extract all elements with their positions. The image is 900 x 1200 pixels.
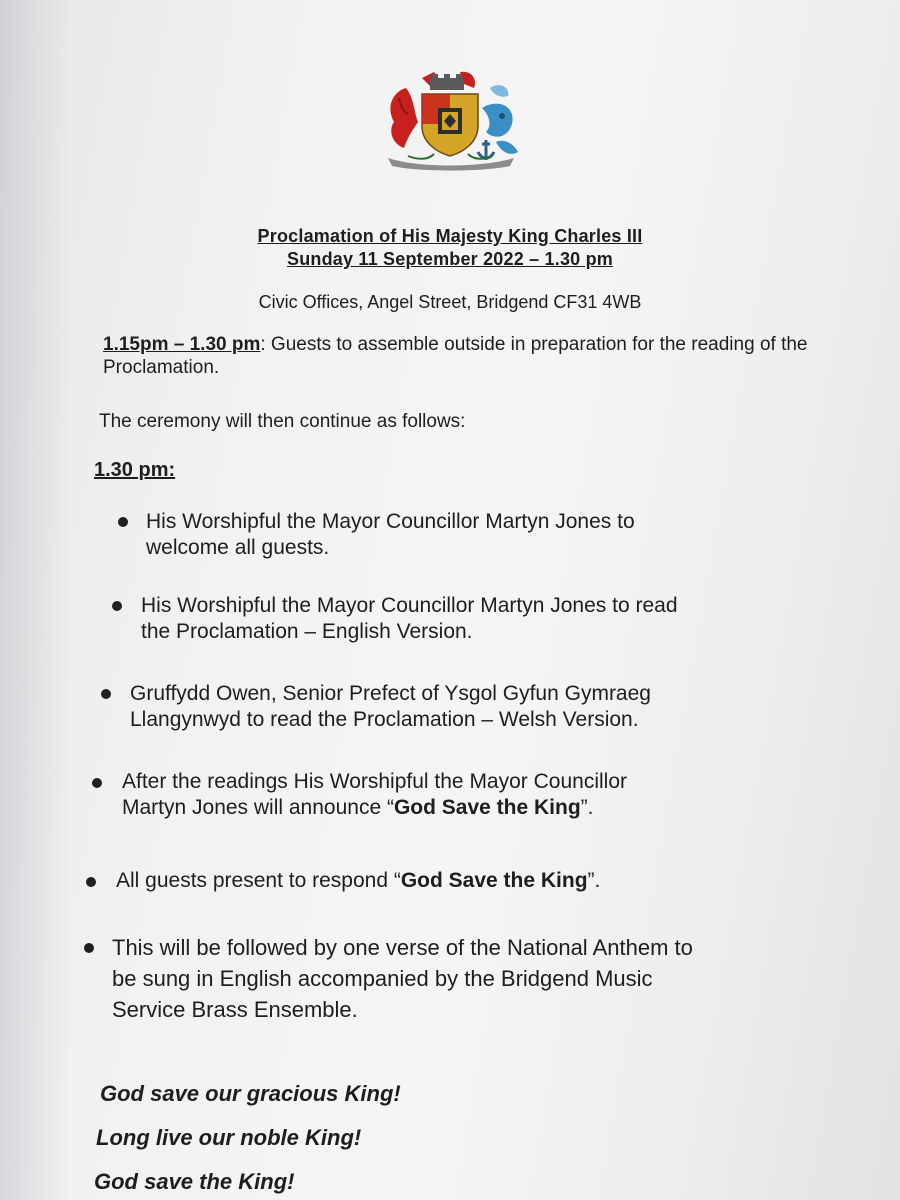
list-item-line: His Worshipful the Mayor Councillor Martyn Jones to read xyxy=(141,594,678,617)
god-save-the-king-phrase: God Save the King xyxy=(393,796,581,819)
anthem-line: Long live our noble King! xyxy=(96,1125,362,1150)
bridgend-coat-of-arms-logo xyxy=(378,68,523,173)
list-item-line: His Worshipful the Mayor Councillor Martyn Jones to xyxy=(146,510,635,533)
list-item-text: Martyn Jones will announce “ xyxy=(122,796,394,819)
list-item-text: All guests present to respond “ xyxy=(116,869,401,892)
proclamation-title: Proclamation of His Majesty King Charles III xyxy=(257,226,643,246)
anthem-line: God save the King! xyxy=(94,1169,295,1194)
god-save-the-king-phrase: God Save the King xyxy=(400,869,588,892)
list-item-text: ”. xyxy=(580,796,594,819)
list-item xyxy=(122,769,852,821)
list-item-line: be sung in English accompanied by the Bridgend Music xyxy=(112,966,653,991)
list-item-line: After the readings His Worshipful the Mayor Councillor xyxy=(122,770,627,793)
list-item-line: This will be followed by one verse of the National Anthem to xyxy=(112,935,693,960)
bullet-dot xyxy=(112,601,122,611)
list-item-line: Service Brass Ensemble. xyxy=(112,997,358,1022)
list-item-text: ”. xyxy=(587,869,601,892)
bullet-dot xyxy=(92,778,102,788)
list-item xyxy=(141,593,851,645)
list-item xyxy=(112,932,872,1025)
assembly-paragraph xyxy=(103,333,823,379)
list-item-line: Llangynwyd to read the Proclamation – Welsh Version. xyxy=(130,708,639,731)
bullet-dot xyxy=(86,877,96,887)
venue-address: Civic Offices, Angel Street, Bridgend CF31 4WB xyxy=(258,292,642,312)
continue-paragraph: The ceremony will then continue as follows: xyxy=(99,411,466,432)
bullet-dot xyxy=(118,517,128,527)
assembly-time: 1.15pm – 1.30 pm xyxy=(103,334,261,355)
list-item-line: welcome all guests. xyxy=(146,536,330,559)
list-item xyxy=(116,868,856,894)
list-item xyxy=(130,681,850,733)
bullet-dot xyxy=(101,689,111,699)
list-item-line: the Proclamation – English Version. xyxy=(141,620,473,643)
list-item xyxy=(146,509,846,561)
list-item-line xyxy=(116,868,856,894)
list-item-line: Gruffydd Owen, Senior Prefect of Ysgol Gyfun Gymraeg xyxy=(130,682,651,705)
list-item-line xyxy=(122,795,852,821)
bullet-dot xyxy=(84,943,94,953)
ceremony-time-heading: 1.30 pm: xyxy=(94,459,176,481)
proclamation-date: Sunday 11 September 2022 – 1.30 pm xyxy=(287,249,613,269)
assembly-text: : Guests to assemble outside in preparation for the reading of the Proclamation. xyxy=(103,334,808,378)
anthem-line: God save our gracious King! xyxy=(100,1081,401,1106)
